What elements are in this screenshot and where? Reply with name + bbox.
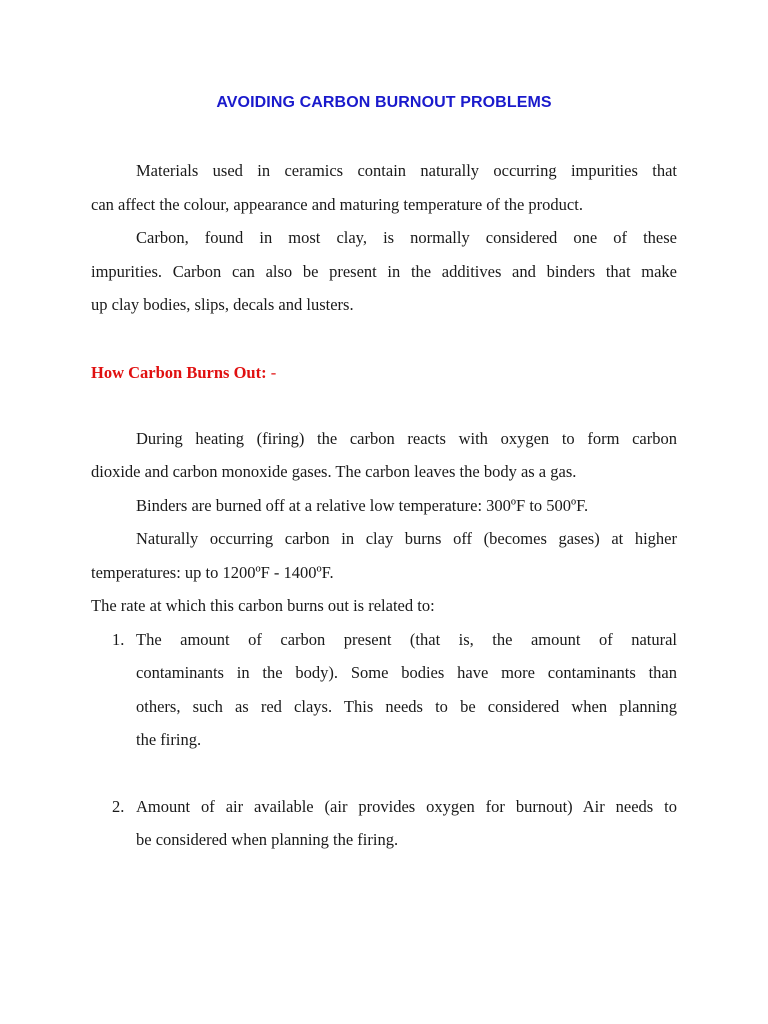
paragraph-line: can affect the colour, appearance and maturing temperature of the product. — [91, 195, 583, 214]
section-heading-separator: - — [266, 363, 277, 382]
paragraph-line: The rate at which this carbon burns out is related to: — [91, 596, 435, 615]
section-heading — [91, 363, 276, 383]
paragraph-line: Naturally occurring carbon in clay burns off (becomes gases) at higher — [136, 529, 677, 548]
paragraph-line: temperatures: up to 1200ºF - 1400ºF. — [91, 563, 334, 582]
list-item-line: The amount of carbon present (that is, the amount of natural — [136, 630, 677, 649]
list-item-line: others, such as red clays. This needs to be considered when planning — [136, 697, 677, 716]
list-item-number: 1. — [112, 630, 125, 649]
paragraph-line: Materials used in ceramics contain naturally occurring impurities that — [136, 161, 677, 180]
list-item-line: be considered when planning the firing. — [136, 830, 399, 849]
section-heading-label: How Carbon Burns Out: — [91, 363, 267, 382]
paragraph-line: up clay bodies, slips, decals and lusters. — [91, 295, 354, 314]
document-title: AVOIDING CARBON BURNOUT PROBLEMS — [216, 94, 552, 111]
list-item-line: Amount of air available (air provides oxygen for burnout) Air needs to — [136, 797, 677, 816]
paragraph-line: Binders are burned off at a relative low temperature: 300ºF to 500ºF. — [136, 496, 589, 515]
paragraph-line: impurities. Carbon can also be present in the additives and binders that make — [91, 262, 677, 281]
paragraph-line: Carbon, found in most clay, is normally considered one of these — [136, 228, 677, 247]
paragraph-line: During heating (firing) the carbon reacts with oxygen to form carbon — [136, 429, 677, 448]
list-item-number: 2. — [112, 797, 125, 816]
list-item-line: contaminants in the body). Some bodies have more contaminants than — [136, 663, 677, 682]
paragraph-line: dioxide and carbon monoxide gases. The carbon leaves the body as a gas. — [91, 462, 577, 481]
list-item-line: the firing. — [136, 730, 202, 749]
